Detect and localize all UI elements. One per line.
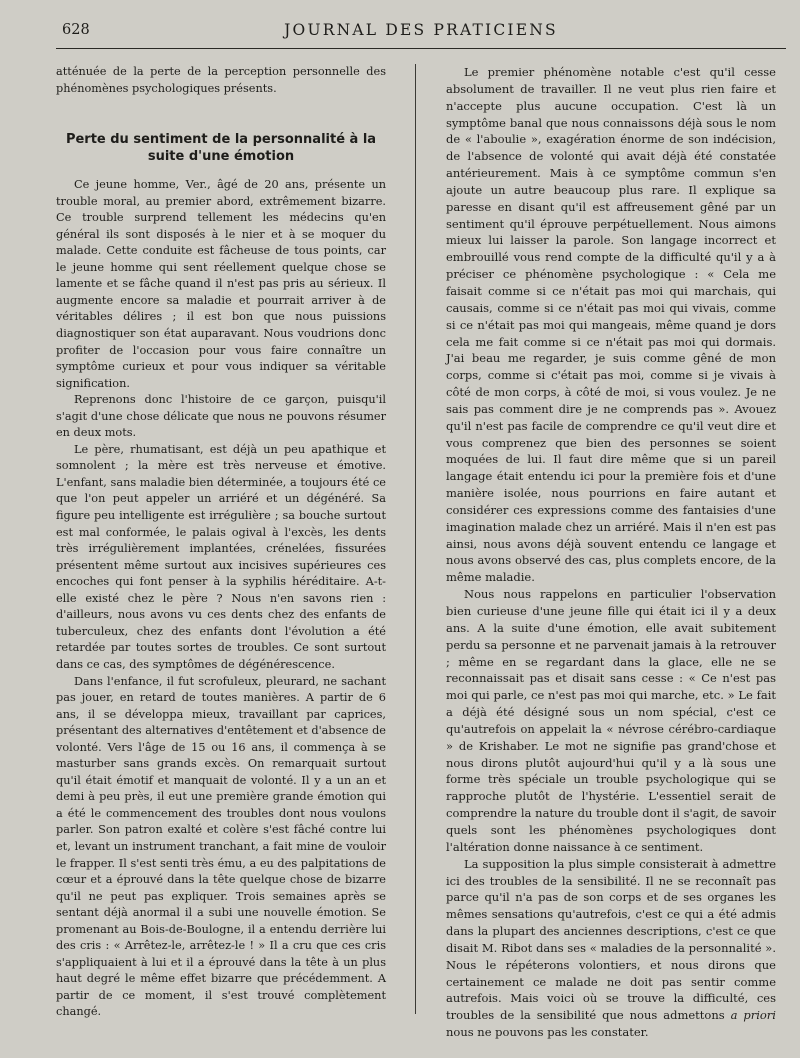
paragraph-text: La supposition la plus simple consisterait à admettre ici des troubles de la sensibilité. Il ne se reconnaît pas parce qu'il n'a pas de son corps et de ses organes les mêmes sensations qu'autrefois, c'est ce qui a été admis dans la plupart des anciennes descriptions, c'est ce que disait M. Ribot dans ses « maladies de la personnalité ». Nous le répéterons volontiers, et nous dirons que certainement ce malade ne doit pas sentir comme autrefois. Mais voici où se trouve la difficulté, ces troubles de la sensibilité que nous admettons — [446, 856, 776, 1023]
column-divider — [415, 64, 416, 1014]
paragraph-tail: nous ne pouvons pas les constater. — [446, 1025, 649, 1040]
paragraph: Nous nous rappelons en particulier l'observation bien curieuse d'une jeune fille qui était ici il y a deux ans. A la suite d'une émotion, elle avait subitement perdu sa personne et ne parvenait jamais à la retrouver ; même en se regardant dans la glace, elle ne se reconnaissait pas et disait sans cesse : « Ce n'est pas moi qui parle, ce n'est pas moi qui marche, etc. » Le fait a déjà été désigné sous un nom spécial, c'est ce qu'autrefois on appelait la « névrose cérébro-cardiaque » de Krishaber. Le mot ne signifie pas grand'chose et nous dirons plutôt aujourd'hui qu'il y a là sous une forme très spéciale un trouble psychologique qui se rapproche plutôt de l'hystérie. L'essentiel serait de comprendre la nature du trouble dont il s'agit, de savoir quels sont les phénomènes psychologiques dont l'altération donne naissance à ce sentiment. — [446, 587, 776, 854]
intro-continuation: atténuée de la perte de la perception personnelle des phénomènes psychologiques présents. — [56, 65, 386, 95]
right-column — [446, 64, 776, 1044]
paragraph: Reprenons donc l'histoire de ce garçon, puisqu'il s'agit d'une chose délicate que nous ne pouvons résumer en deux mots. — [56, 393, 386, 440]
left-column — [56, 64, 386, 1044]
section-title: Perte du sentiment de la personnalité à la suite d'une émotion — [65, 132, 377, 165]
italic-phrase: a priori — [730, 1008, 776, 1023]
paragraph: Le premier phénomène notable c'est qu'il cesse absolument de travailler. Il ne veut plus rien faire et n'accepte plus aucune occupation. C'est là un symptôme banal que nous connaissons déjà sous le nom de « l'aboulie », exagération énorme de son indécision, de l'absence de volonté qui avait déjà été constatée antérieurement. Mais à ce symptôme commun s'en ajoute un autre beaucoup plus rare. Il explique sa paresse en disant qu'il est affreusement gêné par un sentiment qu'il éprouve perpétuellement. Nous aimons mieux lui laisser la parole. Son langage incorrect et embrouillé vous rend compte de la difficulté qu'il y a à préciser ce phénomène psychologique : « Cela me faisait comme si ce n'était pas moi qui marchais, qui causais, comme si ce n'était pas moi qui vivais, comme si ce n'était pas moi qui mangeais, même quand je dors cela me fait comme si ce n'était pas moi qui dormais. J'ai beau me regarder, je suis comme gêné de mon corps, comme si c'était pas moi, comme si je vivais à côté de mon corps, à côté de moi, si vous voulez. Je ne sais pas comment dire je ne comprends pas ». Avouez qu'il n'est pas facile de comprendre ce qu'il veut dire et vous comprenez que bien des personnes se soient moquées de lui. Il faut dire même que si un pareil langage était entendu ici pour la première fois et d'une manière isolée, nous pourrions en faire autant et considérer ces expressions comme des fantaisies d'une imagination malade chez un arriéré. Mais il n'en est pas ainsi, nous avons déjà souvent entendu ce langage et nous avons observé des cas, plus complets encore, de la même maladie. — [446, 65, 776, 585]
paragraph: Ce jeune homme, Ver., âgé de 20 ans, présente un trouble moral, au premier abord, extrêmement bizarre. Ce trouble surprend tellement les médecins qu'en général ils sont disposés à le nier et à se moquer du malade. Cette conduite est fâcheuse de tous points, car le jeune homme qui sent réellement quelque chose se lamente et se fâche quand il n'est pas pris au sérieux. Il augmente encore sa maladie et pourrait arriver à de véritables délires ; il est bon que nous puissions diagnostiquer son état auparavant. Nous voudrions donc profiter de l'occasion pour vous faire connaître un symptôme curieux et pour vous indiquer sa véritable signification. — [56, 178, 386, 390]
paragraph: Dans l'enfance, il fut scrofuleux, pleurard, ne sachant pas jouer, en retard de toutes manières. A partir de 6 ans, il se développa mieux, travaillant par caprices, présentant des alternatives d'entêtement et d'absence de volonté. Vers l'âge de 15 ou 16 ans, il commença à se masturber sans grands excès. On remarquait surtout qu'il était émotif et manquait de volonté. Il y a un an et demi à peu près, il eut une première grande émotion qui a été le commencement des troubles dont nous voulons parler. Son patron exalté et colère s'est fâché contre lui et, levant un instrument tranchant, a fait mine de vouloir le frapper. Il s'est senti très ému, a eu des palpitations de cœur et a éprouvé dans la tête quelque chose de bizarre qu'il ne peut pas expliquer. Trois semaines après se sentant déjà anormal il a subi une nouvelle émotion. Se promenant au Bois-de-Boulogne, il a entendu derrière lui des cris : « Arrêtez-le, arrêtez-le ! » Il a cru que ces cris s'appliquaient à lui et il a éprouvé dans la tête à un plus haut degré le même effet bizarre que précédemment. A partir de ce moment, il s'est trouvé complètement changé. — [56, 674, 386, 1019]
paragraph-last — [446, 856, 776, 1041]
journal-title: JOURNAL DES PRATICIENS — [284, 21, 558, 39]
paragraph: Le père, rhumatisant, est déjà un peu apathique et somnolent ; la mère est très nerveuse et émotive. L'enfant, sans maladie bien déterminée, a toujours été ce que l'on peut appeler un arriéré et un dégénéré. Sa figure peu intelligente est irrégulière ; sa bouche surtout est mal conformée, le palais ogival à l'excès, les dents très irrégulièrement implantées, crénelées, fissurées présentent même surtout aux incisives supérieures ces encoches qui font penser à la syphilis héréditaire. A-t-elle existé chez le père ? Nous n'en savons rien : d'ailleurs, nous avons vu ces dents chez des enfants de tuberculeux, chez des enfants dont l'évolution a été retardée par toutes sortes de troubles. Ce sont surtout dans ce cas, des symptômes de dégénérescence. — [56, 442, 386, 671]
page-number: 628 — [62, 22, 90, 38]
running-header — [56, 18, 786, 49]
